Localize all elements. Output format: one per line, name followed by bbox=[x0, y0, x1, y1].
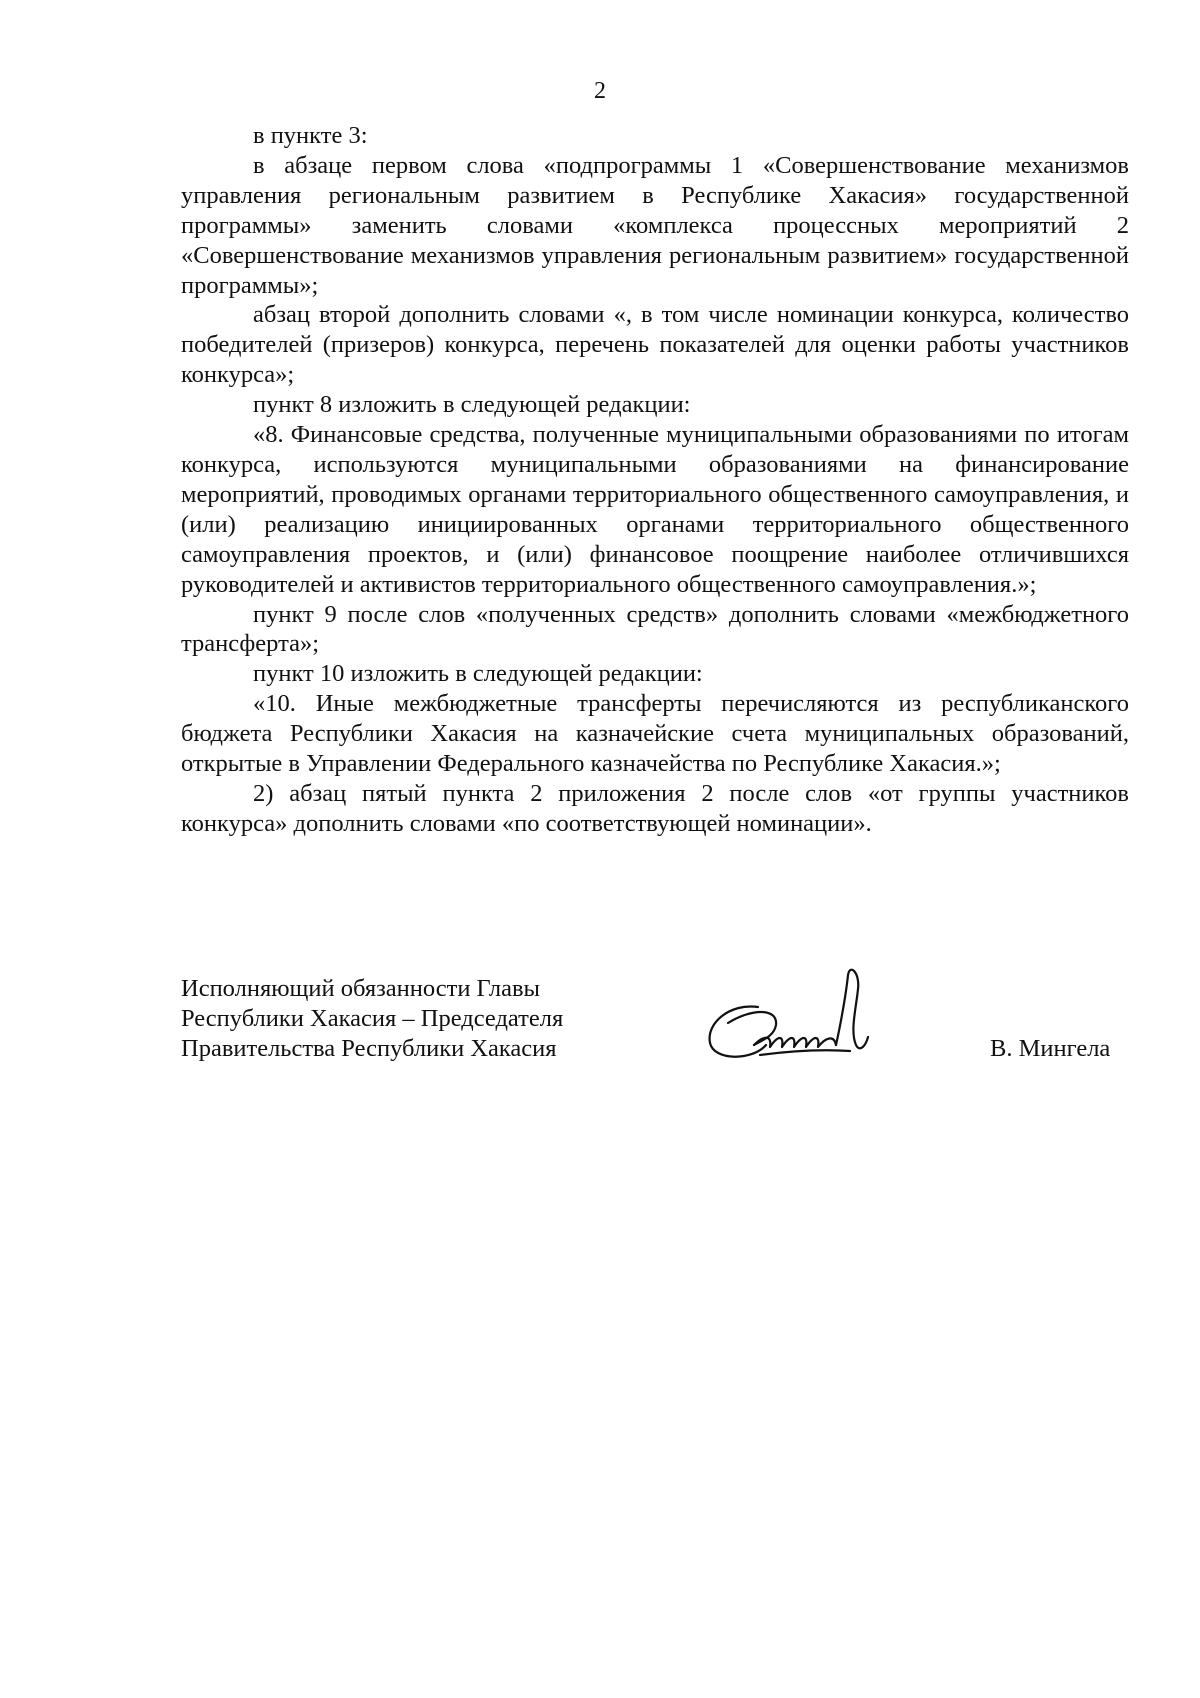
paragraph-4: пункт 8 изложить в следующей редакции: bbox=[253, 391, 691, 419]
paragraph-6: пункт 9 после слов «полученных средств» дополнить словами «межбюджетного трансферта»; bbox=[181, 600, 1129, 658]
paragraph-3: абзац второй дополнить словами «, в том числе номинации конкурса, количество победителей (призеров) конкурса, перечень показателей для оценки работы участников конкурса»; bbox=[181, 301, 1129, 389]
handwritten-signature-icon bbox=[700, 965, 890, 1065]
signatory-position bbox=[181, 974, 563, 1064]
paragraph-5: «8. Финансовые средства, полученные муниципальными образованиями по итогам конкурса, используются муниципальными образованиями на финансирование мероприятий, проводимых органами территориального общественного самоуправления, и (или) реализацию инициированных органами территориального общественного самоуправления проектов, и (или) финансовое поощрение наиболее отличившихся руководителей и активистов территориального общественного самоуправления.»; bbox=[181, 421, 1129, 598]
paragraph-2: в абзаце первом слова «подпрограммы 1 «Совершенствование механизмов управления региональным развитием в Республике Хакасия» государственной программы» заменить словами «комплекса процессных мероприятий 2 «Совершенствование механизмов управления региональным развитием» государственной программы»; bbox=[181, 151, 1129, 299]
document-body bbox=[181, 121, 1129, 839]
signatory-position-line-2: Республики Хакасия – Председателя bbox=[181, 1005, 564, 1032]
paragraph-9: 2) абзац пятый пункта 2 приложения 2 после слов «от группы участников конкурса» дополнить словами «по соответствующей номинации». bbox=[181, 779, 1129, 837]
paragraph-7: пункт 10 изложить в следующей редакции: bbox=[253, 660, 703, 688]
signatory-name: В. Мингела bbox=[990, 1035, 1111, 1062]
signatory-position-line-1: Исполняющий обязанности Главы bbox=[181, 975, 541, 1002]
signatory-position-line-3: Правительства Республики Хакасия bbox=[181, 1035, 557, 1062]
paragraph-8: «10. Иные межбюджетные трансферты перечисляются из республиканского бюджета Республики Хакасия на казначейские счета муниципальных образований, открытые в Управлении Федерального казначейства по Республике Хакасия.»; bbox=[181, 690, 1129, 778]
paragraph-1: в пункте 3: bbox=[253, 122, 368, 149]
page-number: 2 bbox=[594, 78, 606, 104]
